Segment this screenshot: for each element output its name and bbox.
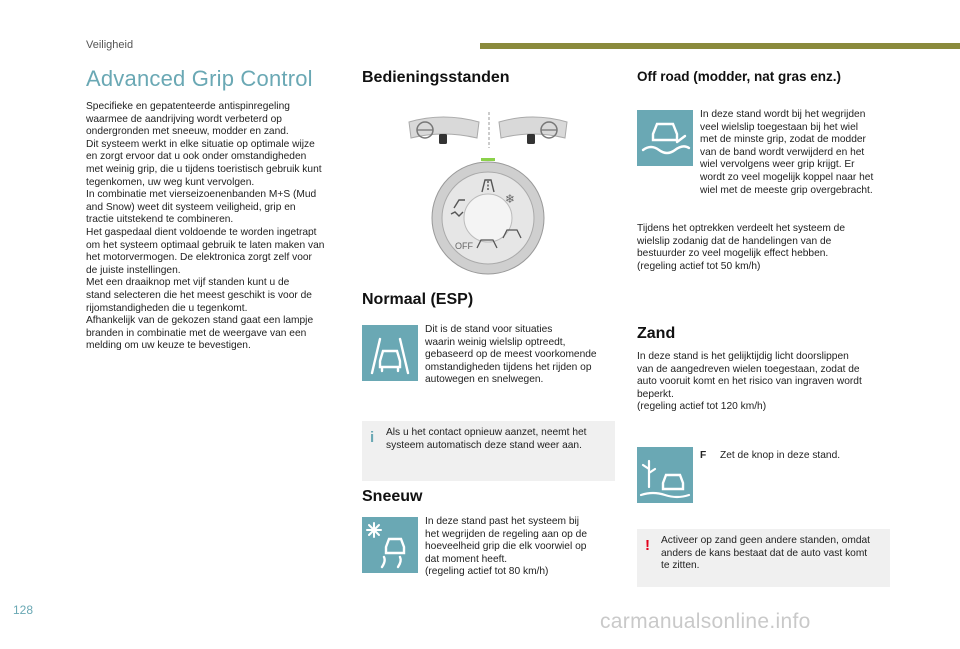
dial-illustration (403, 108, 573, 283)
warning-icon: ! (645, 537, 650, 554)
mode-text-sand: In deze stand is het gelijktijdig licht doorslippen van de aangedreven wielen toegestaan, zodat de auto vooruit komt en het risico van ingraven wordt beperkt. (regeling actief tot 120 km/h) (637, 351, 862, 413)
svg-text:❄: ❄ (505, 192, 516, 206)
info-notice-text: Als u het contact opnieuw aanzet, neemt het systeem automatisch deze stand weer aan. (386, 427, 587, 451)
car-lanes-icon (362, 325, 418, 381)
sand-action-text: Zet de knop in deze stand. (720, 450, 841, 461)
mode-title-sand: Zand (637, 325, 676, 342)
section-title-modes: Bedieningsstanden (362, 69, 510, 86)
info-notice (362, 421, 615, 481)
svg-text:OFF: OFF (455, 241, 473, 251)
info-icon: i (370, 429, 375, 446)
page-title: Advanced Grip Control (86, 66, 313, 91)
warning-notice (637, 529, 890, 587)
mode-text-normal: Dit is de stand voor situaties waarin weinig wielslip optreedt, gebaseerd op de meest voorkomende omstandigheden tijdens het rijden op autowegen en snelwegen. (425, 324, 597, 386)
intro-text: Specifieke en gepatenteerde antispinregeling waarmee de aandrijving wordt verbeterd op ondergronden met sneeuw, modder en zand. Dit systeem werkt in elke situatie op optimale wijze en zorgt ervoor dat u ook onder omstandigheden met weinig grip, die u tijdens toeristisch gebruik kunt tegenkomen, uw weg kunt vervolgen. In combinatie met vierseizoenenbanden M+S (Mud and Snow) weet dit systeem veiligheid, grip en tractie uitstekend te combineren. Het gaspedaal dient voldoende te worden ingetrapt om het systeem optimaal gebruik te laten maken van het motorvermogen. De elektronica zorgt zelf voor de juiste instellingen. Met een draaiknop met vijf standen kunt u de stand selecteren die het meest geschikt is voor de rijomstandigheden die u tegenkomt. Afhankelijk van de gekozen stand gaat een lampje branden in combinatie met de weergave van een melding om uw keuze te bevestigen. (86, 101, 325, 352)
watermark: carmanualsonline.info (600, 610, 811, 633)
mode-title-snow: Sneeuw (362, 488, 423, 505)
sand-car-icon (637, 447, 693, 503)
indicator-light (481, 158, 495, 161)
lock-icon (527, 134, 535, 144)
mode-title-offroad: Off road (modder, nat gras enz.) (637, 69, 842, 84)
warning-notice-text: Activeer op zand geen andere standen, omdat anders de kans bestaat dat de auto vast komt te zitten. (661, 535, 870, 572)
mode-title-normal: Normaal (ESP) (362, 291, 474, 308)
mode-text-offroad-2: Tijdens het optrekken verdeelt het systeem de wielslip zodanig dat de handelingen van de bestuurder zo veel mogelijk effect hebben. (regeling actief tot 50 km/h) (637, 223, 846, 272)
header-bar (480, 43, 960, 49)
mode-text-offroad: In deze stand wordt bij het wegrijden veel wielslip toegestaan bij het wiel met de minste grip, zodat de modder van de band wordt verwijderd en het wiel vervolgens weer grip krijgt. Er wordt zo veel mogelijk koppel naar het wiel met de meeste grip overgebracht. (700, 109, 874, 196)
page-number: 128 (13, 603, 34, 617)
section-label: Veiligheid (86, 39, 134, 51)
bullet-icon: F (700, 450, 707, 461)
snow-car-icon (362, 517, 418, 573)
lock-icon (439, 134, 447, 144)
mud-car-icon (637, 110, 693, 166)
mode-text-snow: In deze stand past het systeem bij het wegrijden de regeling aan op de hoeveelheid grip die elk voorwiel op dat moment heeft. (regeling actief tot 80 km/h) (425, 516, 587, 578)
